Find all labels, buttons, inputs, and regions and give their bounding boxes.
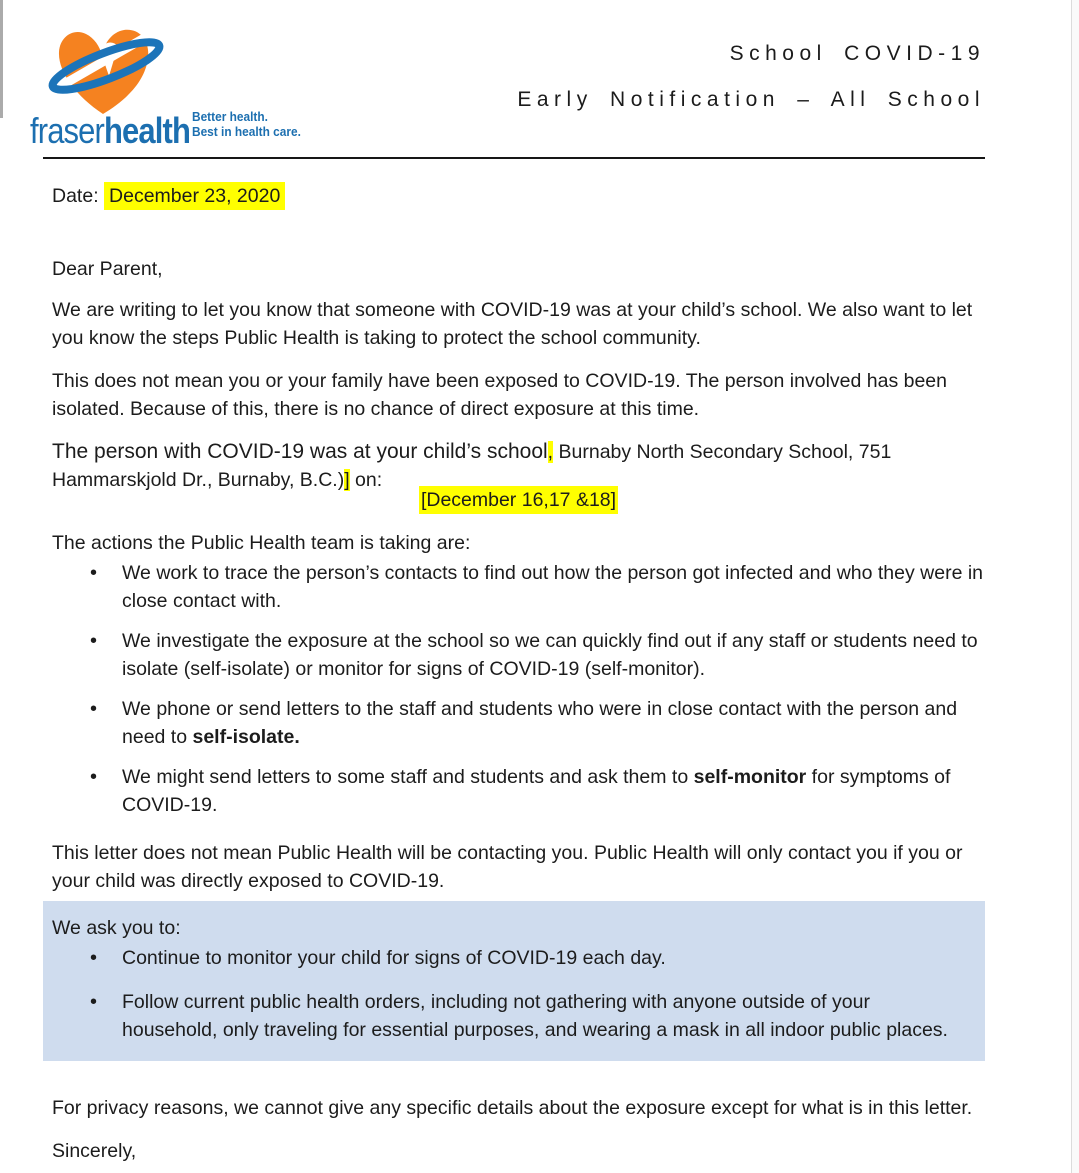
- list-item: [122, 695, 985, 751]
- action-item-text: We phone or send letters to the staff and students who were in close contact with the person and need to: [122, 698, 958, 748]
- para-contact-info: This letter does not mean Public Health will be contacting you. Public Health will only contact you if you or your child was directly exposed to COVID-19.: [52, 842, 963, 892]
- para-no-exposure: This does not mean you or your family have been exposed to COVID-19. The person involved has been isolated. Because of this, there is no chance of direct exposure at this time.: [52, 370, 947, 420]
- date-value-highlight: December 23, 2020: [104, 182, 285, 210]
- header-rule: [43, 157, 985, 159]
- action-item-text: for symptoms of COVID-19.: [122, 766, 951, 816]
- screenshot-edge-strip-right: [1072, 0, 1079, 1173]
- actions-heading: The actions the Public Health team is taking are:: [52, 532, 471, 554]
- doc-title-line1: School COVID-19: [729, 42, 985, 65]
- logo-wordmark: [30, 112, 190, 150]
- salutation: Dear Parent,: [52, 258, 163, 280]
- action-item-text: We work to trace the person’s contacts to find out how the person got infected and who they were in close contact with.: [122, 562, 984, 612]
- logo-tagline-line1: Better health.: [192, 110, 268, 124]
- logo-wordmark-health: health: [103, 110, 191, 151]
- screenshot-edge-artifact-left: [0, 0, 3, 118]
- action-item-bold: self-isolate.: [192, 726, 300, 748]
- ask-panel-heading: We ask you to:: [52, 917, 181, 939]
- date-line: [52, 182, 985, 210]
- ask-item-text: Continue to monitor your child for signs of COVID-19 each day.: [122, 947, 666, 969]
- list-item: [122, 627, 985, 683]
- doc-title-line2: Early Notification – All School: [517, 88, 985, 111]
- letterhead: [30, 0, 985, 157]
- para-intro: We are writing to let you know that someone with COVID-19 was at your child’s school. We also want to let you know the steps Public Health is taking to protect the school community.: [52, 299, 973, 349]
- school-name-text: Burnaby North Secondary School, 751 Hammarskjold Dr., Burnaby, B.C.): [52, 441, 892, 491]
- school-tail-text: on:: [349, 469, 383, 491]
- ask-panel: [43, 901, 985, 1061]
- ask-panel-list: [52, 944, 965, 1044]
- action-item-text: We investigate the exposure at the school so we can quickly find out if any staff or students need to isolate (self-isolate) or monitor for signs of COVID-19 (self-monitor).: [122, 630, 978, 680]
- closing-sincerely: Sincerely,: [52, 1140, 137, 1162]
- logo-wordmark-fraser: fraser: [30, 110, 104, 151]
- action-item-bold: self-monitor: [693, 766, 807, 788]
- screenshot-edge-artifact-right: [1071, 0, 1072, 1173]
- exposure-dates-highlight: [December 16,17 &18]: [419, 486, 618, 514]
- para-privacy: For privacy reasons, we cannot give any specific details about the exposure except for what is in this letter.: [52, 1097, 973, 1119]
- ask-item-text: Follow current public health orders, including not gathering with anyone outside of your household, only traveling for essential purposes, and wearing a mask in all indoor public places.: [122, 991, 948, 1041]
- list-item: [122, 559, 985, 615]
- list-item: [122, 988, 965, 1044]
- heart-swoosh-icon: [46, 16, 166, 116]
- highlight-bracket: ]: [344, 469, 350, 491]
- fraser-health-logo: [30, 8, 300, 153]
- list-item: [122, 944, 965, 972]
- date-label: Date:: [52, 185, 105, 207]
- logo-tagline-line2: Best in health care.: [192, 125, 301, 139]
- list-item: [122, 763, 985, 819]
- document-title: [517, 40, 985, 114]
- school-lead-text: The person with COVID-19 was at your child’s school: [52, 440, 548, 463]
- highlight-comma: ,: [547, 441, 554, 463]
- logo-tagline: [192, 110, 301, 140]
- actions-list: [52, 559, 985, 819]
- action-item-text: We might send letters to some staff and students and ask them to: [122, 766, 694, 788]
